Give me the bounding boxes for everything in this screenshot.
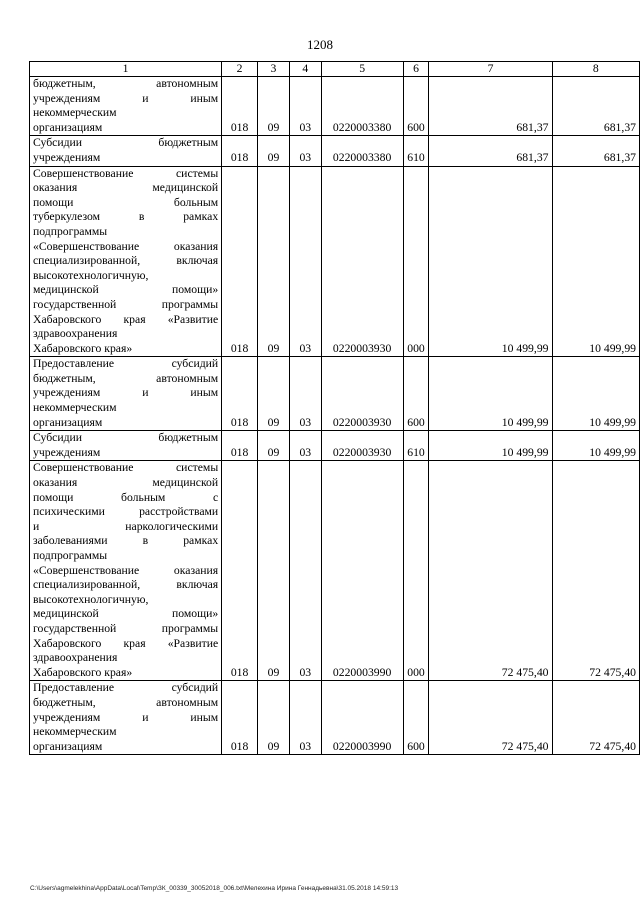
description-line: учреждениям (33, 150, 101, 164)
subsection-code: 03 (289, 431, 321, 461)
column-header: 5 (321, 62, 403, 77)
description-line: подпрограммы (33, 549, 108, 562)
description-line: здравоохранения (33, 327, 118, 341)
description-line: некоммерческим (33, 106, 117, 120)
ministry-code: 018 (222, 166, 258, 357)
amount-column-7: 10 499,99 (429, 166, 552, 357)
item-description (30, 136, 222, 166)
expense-type-code: 610 (403, 136, 429, 166)
amount-column-8: 10 499,99 (552, 357, 640, 431)
table-row (30, 77, 640, 136)
description-line: бюджетным, автономным (33, 77, 219, 90)
expense-type-code: 000 (403, 461, 429, 681)
target-article-code: 0220003990 (321, 681, 403, 755)
target-article-code: 0220003930 (321, 357, 403, 431)
subsection-code: 03 (289, 461, 321, 681)
expense-type-code: 600 (403, 77, 429, 136)
description-line: Хабаровского края «Развитие (33, 312, 219, 326)
target-article-code: 0220003930 (321, 166, 403, 357)
expense-type-code: 600 (403, 357, 429, 431)
amount-column-7: 681,37 (429, 77, 552, 136)
table-row (30, 681, 640, 755)
subsection-code: 03 (289, 166, 321, 357)
description-line: высокотехнологичную, (33, 592, 149, 606)
section-code: 09 (258, 681, 290, 755)
description-line: туберкулезом в рамках (33, 210, 219, 224)
section-code: 09 (258, 357, 290, 431)
item-description (30, 461, 222, 681)
item-description (30, 77, 222, 136)
description-line: государственной программы (33, 297, 219, 311)
section-code: 09 (258, 461, 290, 681)
ministry-code: 018 (222, 136, 258, 166)
page-number: 1208 (307, 37, 333, 52)
description-line: некоммерческим (33, 401, 117, 415)
amount-column-8: 72 475,40 (552, 681, 640, 755)
description-line: Хабаровского края «Развитие (33, 636, 219, 650)
target-article-code: 0220003380 (321, 77, 403, 136)
amount-column-7: 72 475,40 (429, 461, 552, 681)
description-line: заболеваниями в рамках (33, 534, 219, 548)
table-row (30, 431, 640, 461)
section-code: 09 (258, 431, 290, 461)
column-header: 6 (403, 62, 429, 77)
description-line: помощи больным (33, 195, 219, 209)
section-code: 09 (258, 166, 290, 357)
column-header: 3 (258, 62, 290, 77)
description-line: специализированной, включая (33, 578, 219, 592)
table-row (30, 357, 640, 431)
description-line: и наркологическими (33, 519, 219, 533)
description-line: бюджетным, автономным (33, 371, 219, 385)
ministry-code: 018 (222, 461, 258, 681)
description-line: учреждениям и иным (33, 91, 219, 105)
target-article-code: 0220003990 (321, 461, 403, 681)
file-path-footer: C:\Users\agmelekhina\AppData\Local\Temp\ЗК_00339_30052018_006.txt\Мелехина Ирина Геннадьевна\31.05.2018 14:59:13 (30, 885, 399, 892)
description-line: Совершенствование системы (33, 166, 219, 180)
description-line: Субсидии бюджетным (33, 136, 219, 150)
description-line: организациям (33, 415, 103, 429)
description-line: Совершенствование системы (33, 461, 219, 475)
description-line: «Совершенствование оказания (33, 563, 219, 577)
description-line: медицинской помощи» (33, 607, 219, 621)
target-article-code: 0220003380 (321, 136, 403, 166)
description-line: бюджетным, автономным (33, 695, 219, 709)
expense-type-code: 000 (403, 166, 429, 357)
ministry-code: 018 (222, 357, 258, 431)
description-line: Хабаровского края» (33, 341, 133, 355)
budget-table (29, 61, 640, 755)
description-line: специализированной, включая (33, 254, 219, 268)
section-code: 09 (258, 136, 290, 166)
description-line: психическими расстройствами (33, 505, 219, 519)
description-line: Хабаровского края» (33, 665, 133, 679)
amount-column-7: 10 499,99 (429, 431, 552, 461)
subsection-code: 03 (289, 136, 321, 166)
section-code: 09 (258, 77, 290, 136)
description-line: медицинской помощи» (33, 283, 219, 297)
column-header: 4 (289, 62, 321, 77)
description-line: здравоохранения (33, 651, 118, 665)
description-line: Предоставление субсидий (33, 357, 219, 371)
table-row (30, 136, 640, 166)
item-description (30, 166, 222, 357)
ministry-code: 018 (222, 77, 258, 136)
subsection-code: 03 (289, 357, 321, 431)
item-description (30, 431, 222, 461)
target-article-code: 0220003930 (321, 431, 403, 461)
description-line: организациям (33, 739, 103, 753)
description-line: помощи больным с (33, 490, 219, 504)
description-line: оказания медицинской (33, 476, 219, 490)
amount-column-8: 10 499,99 (552, 431, 640, 461)
column-header: 7 (429, 62, 552, 77)
ministry-code: 018 (222, 681, 258, 755)
description-line: государственной программы (33, 621, 219, 635)
description-line: учреждениям (33, 445, 101, 459)
description-line: некоммерческим (33, 725, 117, 739)
description-line: Субсидии бюджетным (33, 431, 219, 445)
amount-column-7: 72 475,40 (429, 681, 552, 755)
amount-column-8: 681,37 (552, 136, 640, 166)
ministry-code: 018 (222, 431, 258, 461)
amount-column-7: 681,37 (429, 136, 552, 166)
amount-column-8: 10 499,99 (552, 166, 640, 357)
table-header-row (30, 62, 640, 77)
description-line: учреждениям и иным (33, 386, 219, 400)
expense-type-code: 600 (403, 681, 429, 755)
description-line: учреждениям и иным (33, 710, 219, 724)
item-description (30, 681, 222, 755)
description-line: Предоставление субсидий (33, 681, 219, 695)
item-description (30, 357, 222, 431)
subsection-code: 03 (289, 77, 321, 136)
amount-column-8: 72 475,40 (552, 461, 640, 681)
column-header: 1 (30, 62, 222, 77)
description-line: оказания медицинской (33, 181, 219, 195)
description-line: подпрограммы (33, 224, 108, 238)
table-row (30, 166, 640, 357)
column-header: 8 (552, 62, 640, 77)
amount-column-8: 681,37 (552, 77, 640, 136)
table-row (30, 461, 640, 681)
description-line: высокотехнологичную, (33, 268, 149, 282)
description-line: «Совершенствование оказания (33, 239, 219, 253)
description-line: организациям (33, 120, 103, 134)
expense-type-code: 610 (403, 431, 429, 461)
subsection-code: 03 (289, 681, 321, 755)
column-header: 2 (222, 62, 258, 77)
amount-column-7: 10 499,99 (429, 357, 552, 431)
